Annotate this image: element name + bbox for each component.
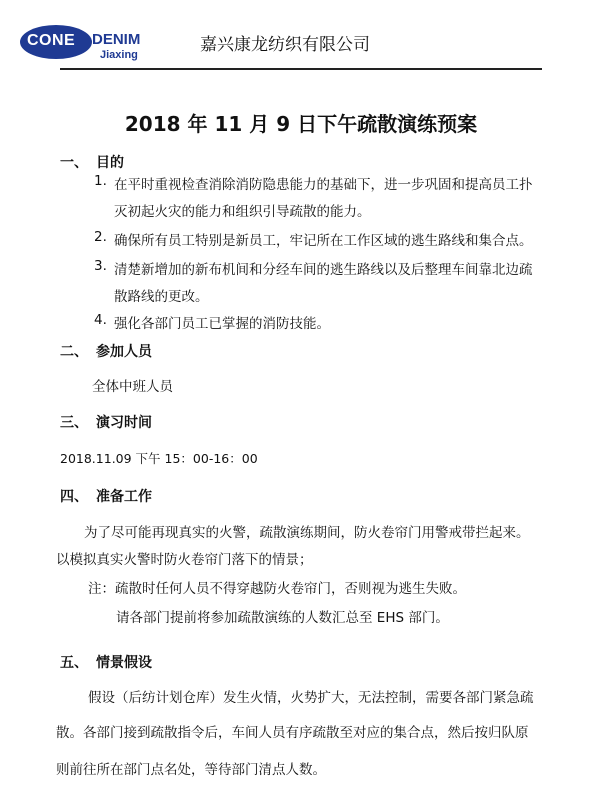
list-item-text: 灭初起火灾的能力和组织引导疏散的能力。 [114,204,371,220]
logo-text-cone: CONE [27,32,76,49]
section-number: 二、 [60,344,88,360]
list-item-text: 清楚新增加的新布机间和分经车间的逃生路线以及后整理车间靠北边疏 [114,262,533,278]
drill-time-text: 2018.11.09 下午 15：00-16：00 [60,451,258,466]
company-logo [20,25,141,61]
list-item-text: 散路线的更改。 [114,289,209,305]
paragraph-line: 散。各部门接到疏散指令后，车间人员有序疏散至对应的集合点，然后按归队原 [56,725,529,741]
section-label: 准备工作 [96,489,152,505]
section-number: 一、 [60,155,88,171]
paragraph-line: 为了尽可能再现真实的火警，疏散演练期间，防火卷帘门用警戒带拦起来。 [84,525,530,541]
section-label: 情景假设 [96,655,152,671]
note-text-2: 请各部门提前将参加疏散演练的人数汇总至 EHS 部门。 [116,610,449,626]
list-item-number: 1. [94,173,107,189]
section-label: 参加人员 [96,344,152,360]
section-label: 目的 [96,155,124,171]
paragraph-line: 则前往所在部门点名处，等待部门清点人数。 [56,762,326,778]
list-item-text: 在平时重视检查消除消防隐患能力的基础下，进一步巩固和提高员工扑 [114,177,533,193]
list-item-number: 2. [94,229,107,245]
logo-text-jiaxing: Jiaxing [100,49,138,61]
section-number: 五、 [60,655,88,671]
list-item-number: 3. [94,258,107,274]
list-item-text: 强化各部门员工已掌握的消防技能。 [114,316,330,332]
company-name: 嘉兴康龙纺织有限公司 [200,35,370,55]
section-heading-purpose [60,152,360,172]
list-item-number: 4. [94,312,107,328]
section-heading-preparation [60,486,360,506]
section-heading-scenario [60,652,360,672]
participants-text: 全体中班人员 [92,379,173,395]
paragraph-line: 假设（后纺计划仓库）发生火情，火势扩大，无法控制，需要各部门紧急疏 [88,690,534,706]
note-text: 注：疏散时任何人员不得穿越防火卷帘门，否则视为逃生失败。 [88,581,466,597]
logo-text-denim: DENIM [92,31,141,48]
section-heading-participants [60,341,360,361]
header-divider [60,68,542,70]
section-number: 三、 [60,415,88,431]
section-label: 演习时间 [96,415,152,431]
list-item-text: 确保所有员工特别是新员工，牢记所在工作区域的逃生路线和集合点。 [114,233,533,249]
document-title: 2018 年 11 月 9 日下午疏散演练预案 [124,112,478,136]
section-heading-time [60,412,360,432]
paragraph-line: 以模拟真实火警时防火卷帘门落下的情景； [56,552,313,568]
section-number: 四、 [60,489,88,505]
